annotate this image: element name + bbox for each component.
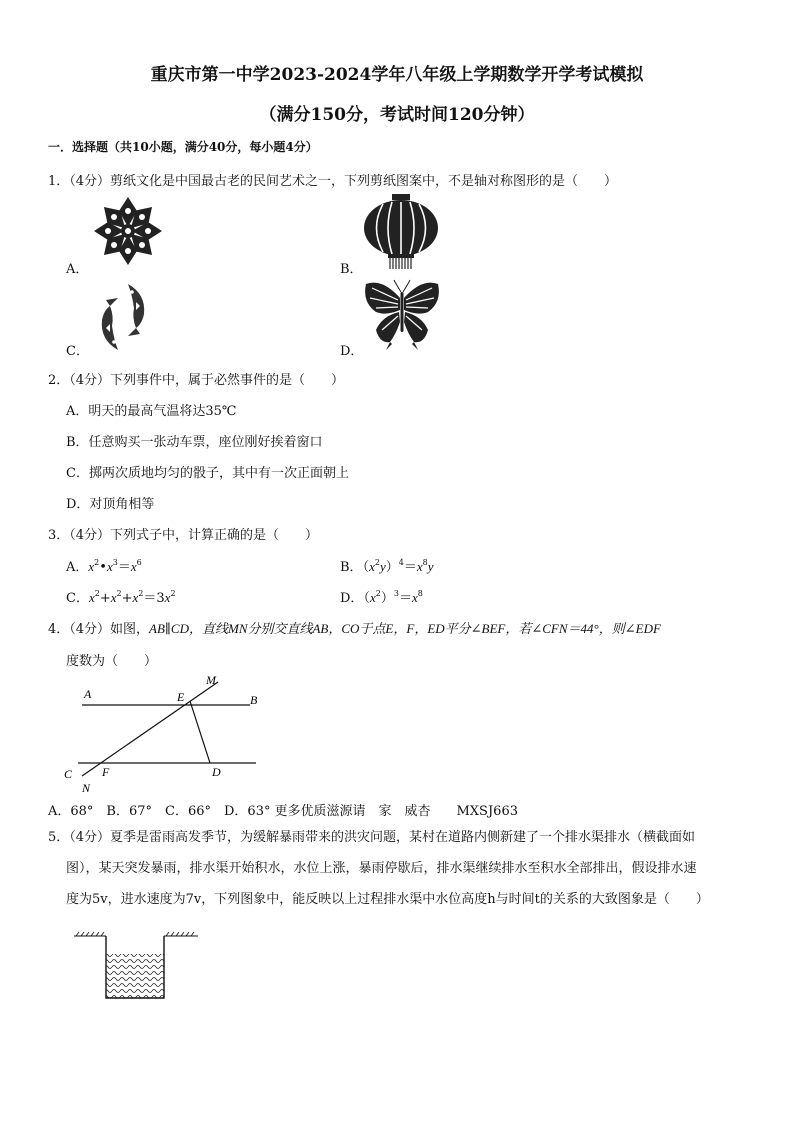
drainage-channel-figure (72, 928, 202, 1004)
q1-option-a-label: A． (66, 262, 89, 277)
q4-geometry-figure (60, 668, 270, 796)
point-label-m: M (206, 673, 216, 687)
q2-option-d: D．对顶角相等 (66, 497, 155, 512)
q4-watermark: 更多优质滋源请 家 威杏 MXSJ663 (274, 804, 518, 819)
q1-option-b-label: B． (340, 262, 363, 277)
point-label-b: B (250, 693, 258, 707)
snowflake-papercut-icon (92, 195, 164, 267)
question-4-stem-line2: 度数为（ ） (66, 654, 158, 669)
q4-options: A．68° B．67° C．66° D．63° 更多优质滋源请 家 威杏 MXSJ663 (48, 804, 518, 819)
question-5-line1: 5．（4分）夏季是雷雨高发季节，为缓解暴雨带来的洪灾问题，某村在道路内侧新建了一个排水渠排水（横截面如 (48, 830, 696, 845)
q3-option-b: B．$(x^2y)^4=x^8y$ (340, 558, 434, 575)
q2-option-b: B．任意购买一张动车票，座位刚好挨着窗口 (66, 435, 323, 450)
q2-option-c: C．掷两次质地均匀的骰子，其中有一次正面朝上 (66, 466, 349, 481)
question-4-stem-line1: 4．（4分）如图，AB∥CD，直线MN分别交直线AB，CO于点E，F，ED平分∠BEF，若∠CFN＝44°，则∠EDF (48, 621, 661, 637)
q3-option-d: D．$(x^2)^3=x^8$ (340, 589, 423, 606)
point-label-e: E (177, 690, 185, 704)
section-heading: 一．选择题（共10小题，满分40分，每小题4分） (48, 140, 318, 154)
lantern-papercut-icon (362, 194, 440, 270)
question-2-stem: 2．（4分）下列事件中，属于必然事件的是（ ） (48, 373, 345, 388)
koi-papercut-icon (88, 280, 160, 354)
butterfly-papercut-icon (362, 278, 442, 352)
q1-option-c-label: C． (66, 344, 89, 359)
point-label-n: N (82, 781, 91, 795)
point-label-f: F (102, 765, 110, 779)
question-3-stem: 3．（4分）下列式子中，计算正确的是（ ） (48, 528, 319, 543)
point-label-a: A (84, 687, 92, 701)
q1-option-d-label: D． (340, 344, 364, 359)
question-1-stem: 1．（4分）剪纸文化是中国最古老的民间艺术之一，下列剪纸图案中，不是轴对称图形的是（ ） (48, 174, 618, 189)
question-5-line2: 图），某天突发暴雨，排水渠开始积水，水位上涨，暴雨停歇后，排水渠继续排水至积水全部排出，假设排水速 (66, 861, 697, 876)
q3-option-c: C．$x^2+x^2+x^2=3x^2$ (66, 589, 176, 606)
page-title: 重庆市第一中学2023-2024学年八年级上学期数学开学考试模拟 (150, 65, 644, 85)
q3-option-a: A．$x^2•x^3=x^6$ (66, 558, 142, 575)
q2-option-a: A．明天的最高气温将达35℃ (66, 404, 237, 419)
point-label-d: D (212, 765, 221, 779)
page-subtitle: （满分150分，考试时间120分钟） (259, 105, 535, 125)
point-label-c: C (64, 767, 73, 781)
question-5-line3: 度为5v，进水速度为7v，下列图象中，能反映以上过程排水渠中水位高度h与时间t的关系的大致图象是（ ） (66, 892, 709, 907)
